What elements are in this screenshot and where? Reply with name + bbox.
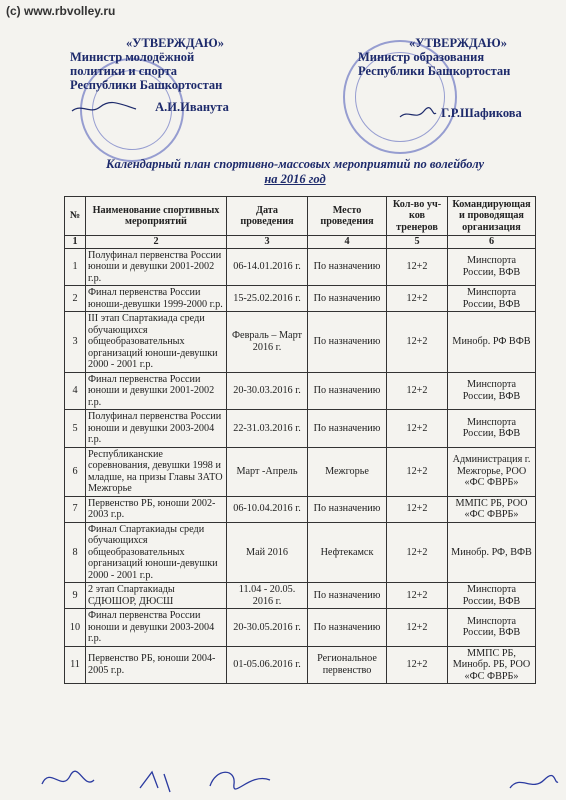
column-number: 3 bbox=[227, 236, 308, 249]
cell-org: Минспорта России, ВФВ bbox=[448, 372, 536, 410]
column-header: Кол-во уч-ков тренеров bbox=[387, 197, 448, 236]
table-row bbox=[65, 583, 536, 609]
cell-count: 12+2 bbox=[387, 609, 448, 647]
cell-name: Финал первенства России юноши и девушки 2001-2002 г.р. bbox=[86, 372, 227, 410]
cell-num: 6 bbox=[65, 447, 86, 496]
cell-date: 20-30.03.2016 г. bbox=[227, 372, 308, 410]
table-row bbox=[65, 496, 536, 522]
table-row bbox=[65, 372, 536, 410]
cell-name: Первенство РБ, юноши 2004-2005 г.р. bbox=[86, 646, 227, 684]
cell-place: По назначению bbox=[308, 583, 387, 609]
cell-org: Минспорта России, ВФВ bbox=[448, 286, 536, 312]
cell-num: 11 bbox=[65, 646, 86, 684]
signature-scribble-icon bbox=[70, 101, 140, 115]
cell-name: III этап Спартакиада среди обучающихся общеобразовательных организаций юноши-девушки 2000 - 2001 г.р. bbox=[86, 312, 227, 373]
cell-org: Минобр. РФ ВФВ bbox=[448, 312, 536, 373]
signer-name: А.И.Иванута bbox=[155, 100, 229, 114]
cell-place: По назначению bbox=[308, 312, 387, 373]
column-number: 1 bbox=[65, 236, 86, 249]
cell-date: Март -Апрель bbox=[227, 447, 308, 496]
table-row bbox=[65, 646, 536, 684]
cell-num: 7 bbox=[65, 496, 86, 522]
column-header: № bbox=[65, 197, 86, 236]
cell-name: Республиканские соревнования, девушки 1998 и младше, на призы Главы ЗАТО Межгорье bbox=[86, 447, 227, 496]
cell-num: 8 bbox=[65, 522, 86, 583]
table-row bbox=[65, 248, 536, 286]
cell-name: Полуфинал первенства России юноши и девушки 2003-2004 г.р. bbox=[86, 410, 227, 448]
cell-place: По назначению bbox=[308, 248, 387, 286]
cell-org: Минспорта России, ВФВ bbox=[448, 248, 536, 286]
cell-num: 10 bbox=[65, 609, 86, 647]
title-line: Календарный план спортивно-массовых мероприятий по волейболу bbox=[106, 157, 484, 171]
cell-org: Минспорта России, ВФВ bbox=[448, 583, 536, 609]
cell-place: По назначению bbox=[308, 372, 387, 410]
cell-date: 20-30.05.2016 г. bbox=[227, 609, 308, 647]
signature-row bbox=[70, 100, 280, 115]
cell-date: Май 2016 bbox=[227, 522, 308, 583]
bottom-signatures-icon bbox=[40, 762, 560, 796]
approval-line: Министр образования bbox=[358, 50, 485, 64]
cell-date: 06-14.01.2016 г. bbox=[227, 248, 308, 286]
cell-org: Минобр. РФ, ВФВ bbox=[448, 522, 536, 583]
cell-place: Нефтекамск bbox=[308, 522, 387, 583]
cell-place: По назначению bbox=[308, 609, 387, 647]
cell-count: 12+2 bbox=[387, 372, 448, 410]
watermark-text: (c) www.rbvolley.ru bbox=[6, 4, 116, 18]
cell-name: 2 этап Спартакиады СДЮШОР, ДЮСШ bbox=[86, 583, 227, 609]
cell-num: 3 bbox=[65, 312, 86, 373]
column-header: Командирующая и проводящая организация bbox=[448, 197, 536, 236]
column-number: 5 bbox=[387, 236, 448, 249]
cell-date: 11.04 - 20.05. 2016 г. bbox=[227, 583, 308, 609]
cell-num: 2 bbox=[65, 286, 86, 312]
column-number: 6 bbox=[448, 236, 536, 249]
cell-date: 01-05.06.2016 г. bbox=[227, 646, 308, 684]
cell-count: 12+2 bbox=[387, 447, 448, 496]
column-header: Дата проведения bbox=[227, 197, 308, 236]
cell-org: Минспорта России, ВФВ bbox=[448, 609, 536, 647]
cell-num: 9 bbox=[65, 583, 86, 609]
column-number: 4 bbox=[308, 236, 387, 249]
cell-name: Финал первенства России юноши-девушки 1999-2000 г.р. bbox=[86, 286, 227, 312]
cell-date: 22-31.03.2016 г. bbox=[227, 410, 308, 448]
table-row bbox=[65, 410, 536, 448]
table-row bbox=[65, 609, 536, 647]
signature-row bbox=[358, 106, 558, 121]
signer-name: Г.Р.Шафикова bbox=[441, 106, 522, 120]
column-number: 2 bbox=[86, 236, 227, 249]
cell-num: 4 bbox=[65, 372, 86, 410]
cell-date: Февраль – Март 2016 г. bbox=[227, 312, 308, 373]
cell-count: 12+2 bbox=[387, 286, 448, 312]
table-row bbox=[65, 447, 536, 496]
signature-scribble-icon bbox=[398, 107, 438, 121]
approval-block-left bbox=[70, 36, 280, 115]
column-number-row bbox=[65, 236, 536, 249]
cell-count: 12+2 bbox=[387, 522, 448, 583]
approval-line: Министр молодёжной bbox=[70, 50, 195, 64]
cell-name: Финал Спартакиады среди обучающихся общеобразовательных организаций юноши-девушки 2000 - 2001 г.р. bbox=[86, 522, 227, 583]
cell-name: Полуфинал первенства России юноши и девушки 2001-2002 г.р. bbox=[86, 248, 227, 286]
title-year: на 2016 год bbox=[264, 172, 326, 186]
document-title bbox=[60, 157, 530, 187]
cell-place: По назначению bbox=[308, 286, 387, 312]
approval-line: Республики Башкортостан bbox=[358, 64, 511, 78]
cell-count: 12+2 bbox=[387, 248, 448, 286]
cell-date: 06-10.04.2016 г. bbox=[227, 496, 308, 522]
table-header-row bbox=[65, 197, 536, 236]
approval-heading: «УТВЕРЖДАЮ» bbox=[126, 36, 224, 50]
cell-place: По назначению bbox=[308, 410, 387, 448]
cell-place: Межгорье bbox=[308, 447, 387, 496]
table-row bbox=[65, 286, 536, 312]
cell-name: Финал первенства России юноши и девушки 2003-2004 г.р. bbox=[86, 609, 227, 647]
cell-name: Первенство РБ, юноши 2002-2003 г.р. bbox=[86, 496, 227, 522]
cell-place: По назначению bbox=[308, 496, 387, 522]
approval-block-right bbox=[358, 36, 558, 121]
column-header: Место проведения bbox=[308, 197, 387, 236]
cell-org: Минспорта России, ВФВ bbox=[448, 410, 536, 448]
approval-line: политики и спорта bbox=[70, 64, 178, 78]
cell-org: Администрация г. Межгорье, РОО «ФС ФВРБ» bbox=[448, 447, 536, 496]
cell-count: 12+2 bbox=[387, 646, 448, 684]
cell-count: 12+2 bbox=[387, 410, 448, 448]
cell-count: 12+2 bbox=[387, 583, 448, 609]
column-header: Наименование спортивных мероприятий bbox=[86, 197, 227, 236]
cell-org: ММПС РБ, Минобр. РБ, РОО «ФС ФВРБ» bbox=[448, 646, 536, 684]
cell-count: 12+2 bbox=[387, 312, 448, 373]
approval-line: Республики Башкортостан bbox=[70, 78, 223, 92]
table-row bbox=[65, 522, 536, 583]
cell-place: Региональное первенство bbox=[308, 646, 387, 684]
cell-org: ММПС РБ, РОО «ФС ФВРБ» bbox=[448, 496, 536, 522]
cell-date: 15-25.02.2016 г. bbox=[227, 286, 308, 312]
cell-num: 1 bbox=[65, 248, 86, 286]
approval-heading: «УТВЕРЖДАЮ» bbox=[409, 36, 507, 50]
cell-count: 12+2 bbox=[387, 496, 448, 522]
table-row bbox=[65, 312, 536, 373]
cell-num: 5 bbox=[65, 410, 86, 448]
events-table bbox=[64, 196, 536, 684]
